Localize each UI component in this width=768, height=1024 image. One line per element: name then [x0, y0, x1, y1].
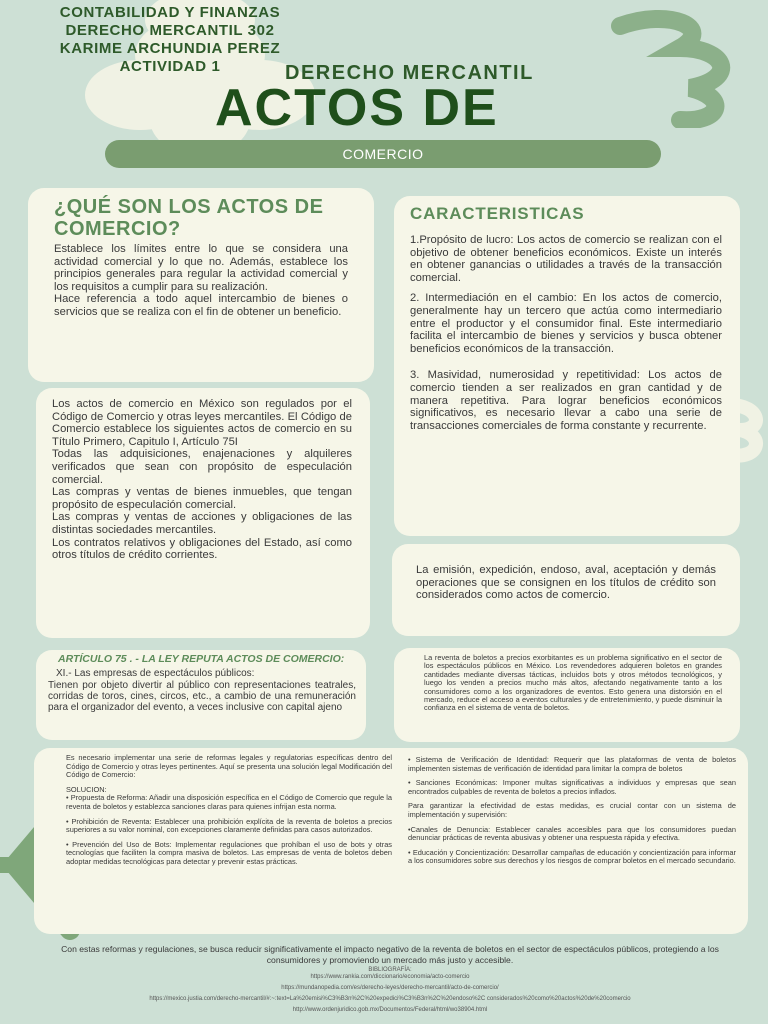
caracteristicas-list — [410, 234, 722, 432]
paragraph: Los contratos relativos y obligaciones del Estado, así como otros títulos de crédito corrientes. — [52, 536, 352, 562]
bibliography-title: BIBLIOGRAFÍA: — [368, 967, 412, 973]
paragraph: Hace referencia a todo aquel intercambio de bienes o servicios que se realiza con el fin de obtener un beneficio. — [54, 293, 348, 318]
solucion-right — [408, 756, 736, 872]
list-item: 1.Propósito de lucro: Los actos de comercio se realizan con el objetivo de obtener beneficios económicos. Existe un interés en obtener ganancias o utilidades a través de la transacción comercial. — [410, 234, 722, 284]
title-pill — [105, 140, 661, 168]
que-son-card — [28, 188, 374, 382]
paragraph: Para garantizar la efectividad de estas medidas, es crucial contar con un sistema de implementación y supervisión: — [408, 801, 736, 819]
paragraph: • Prevención del Uso de Bots: Implementar regulaciones que prohíban el uso de bots y otras tecnologías que faciliten la compra masiva de boletos. Las empresas de venta de boletos deben adoptar medidas tecnológicas para detectar y prevenir estas prácticas. — [66, 839, 392, 866]
bibliography-link[interactable]: https://www.rankia.com/diccionario/economia/acto-comercio — [310, 974, 470, 980]
paragraph: • Prohibición de Reventa: Establecer una prohibición explícita de la reventa de boletos a precios superiores a su valor nominal, con excepciones claramente definidas para casos autorizados. — [66, 816, 392, 835]
list-item: 3. Masividad, numerosidad y repetitividad: Los actos de comercio tienden a ser realizados en gran cantidad y de manera repetitiva. Para lograr beneficios económicos significativos, es necesario llevar a cabo una serie de transacciones comerciales de forma constante y recurrente. — [410, 369, 722, 432]
reventa-text: La reventa de boletos a precios exorbitantes es un problema significativo en el sector de los espectáculos públicos en México. Los revendedores adquieren boletos en grandes cantidades mediante diversas tácticas, incluidos bots y otros métodos tecnológicos, y luego los venden a precios mucho más altos, afectando negativamente tanto a los consumidores como a los organizadores de eventos. Esto genera una distorsión en el mercado, reduce el acceso a eventos culturales y de entretenimiento, y puede disminuir la confianza en el sistema de venta de boletos. — [424, 653, 722, 713]
page-title: ACTOS DE — [215, 79, 499, 137]
header-line: KARIME ARCHUNDIA PEREZ — [59, 40, 281, 57]
bibliography-link[interactable]: https://mexico.justia.com/derecho-mercantil/#:~:text=La%20emisi%C3%B3n%2C%20expedici%C3%B3n%2C%20endoso%2C considerados%20como%20actos%20de%20comercio — [149, 996, 631, 1002]
emision-text: La emisión, expedición, endoso, aval, aceptación y demás operaciones que se consignen en los títulos de crédito son considerados como actos de comercio. — [416, 564, 716, 602]
paragraph: Establece los límites entre lo que se considera una actividad comercial y lo que no. Además, establece los principios generales para regular la actividad comercial y los requisitos a cumplir para su realización. — [54, 243, 348, 293]
articulo-item-text: Tienen por objeto divertir al público con representaciones teatrales, corridas de toros, cines, circos, etc., a cambio de una remuneración para el organizador del evento, a veces inclusive con capital ajeno — [48, 680, 356, 714]
bibliography-link[interactable]: https://mundanopedia.com/es/derecho-leyes/derecho-mercantil/acto-de-comercio/ — [281, 985, 499, 991]
title-subtitle: DERECHO MERCANTIL — [285, 62, 534, 84]
que-son-body — [54, 243, 348, 319]
caracteristicas-card — [394, 196, 740, 536]
paragraph: Todas las adquisiciones, enajenaciones y alquileres verificados que sean con propósito de especulación comercial. — [52, 448, 352, 486]
solucion-left — [66, 754, 392, 873]
header-line: DERECHO MERCANTIL 302 — [65, 22, 275, 39]
conclusion-text: Con estas reformas y regulaciones, se busca reducir significativamente el impacto negativo de la reventa de boletos en el sector de espectáculos públicos, protegiendo a los consumidores y promoviendo un mercado más justo y accesible. — [61, 944, 719, 965]
header-line: ACTIVIDAD 1 — [119, 58, 221, 75]
paragraph: Las compras y ventas de bienes inmuebles, que tengan propósito de especulación comercial. — [52, 486, 352, 511]
paragraph: Las compras y ventas de acciones y obligaciones de las distintas sociedades mercantiles. — [52, 511, 352, 536]
bibliography — [130, 967, 650, 1014]
header-line: CONTABILIDAD Y FINANZAS — [59, 4, 281, 21]
solucion-card — [34, 748, 748, 934]
reventa-card — [394, 648, 740, 742]
paragraph: •Canales de Denuncia: Establecer canales accesibles para que los consumidores puedan denunciar prácticas de reventa abusivas y obtener una respuesta rápida y efectiva. — [408, 824, 736, 843]
emision-card — [392, 544, 740, 636]
paragraph: • Educación y Concientización: Desarrollar campañas de educación y concientización para informar a los consumidores sobre sus derechos y los riesgos de comprar boletos en el mercado secundario. — [408, 847, 736, 866]
paragraph: Los actos de comercio en México son regulados por el Código de Comercio y otras leyes mercantiles. El Código de Comercio establece los siguientes actos de comercio en su Título Primero, Capitulo I, Artículo 75I — [52, 398, 352, 448]
codigo-body — [52, 398, 352, 562]
bibliography-link[interactable]: http://www.ordenjuridico.gob.mx/Documentos/Federal/html/wo38904.html — [292, 1007, 488, 1013]
paragraph: • Sanciones Económicas: Imponer multas significativas a individuos y empresas que sean encontrados culpables de reventa de boletos a precios inflados. — [408, 778, 736, 796]
paragraph: SOLUCION: • Propuesta de Reforma: Añadir una disposición específica en el Código de Comercio que regule la reventa de boletos y establezca sanciones claras para quienes infrijan esta norma. — [66, 784, 392, 811]
articulo-heading: ARTÍCULO 75 . - LA LEY REPUTA ACTOS DE COMERCIO: — [58, 653, 345, 665]
squiggle-decoration-icon — [600, 8, 760, 128]
caracteristicas-heading: CARACTERISTICAS — [410, 204, 585, 223]
articulo-item-title: XI.- Las empresas de espectáculos públicos: — [56, 668, 255, 679]
codigo-card — [36, 388, 370, 638]
paragraph: • Sistema de Verificación de Identidad: Requerir que las plataformas de venta de boletos implementen sistemas de verificación de identidad para limitar la compra de boletos — [408, 755, 736, 773]
title-pill-label: COMERCIO — [342, 146, 424, 162]
list-item: 2. Intermediación en el cambio: En los actos de comercio, generalmente hay un tercero que actúa como intermediario entre el productor y el consumidor final. Este intermediario facilita el intercambio de bienes y servicios y busca obtener beneficios económicos de la transacción. — [410, 292, 722, 355]
que-son-heading: ¿QUÉ SON LOS ACTOS DE COMERCIO? — [54, 196, 324, 240]
articulo-card — [36, 650, 366, 740]
paragraph: Es necesario implementar una serie de reformas legales y regulatorias específicas dentro del Código de Comercio y otras leyes pertinentes. Aquí se presenta una solución legal Modificación del Código de Comercio: — [66, 753, 392, 780]
